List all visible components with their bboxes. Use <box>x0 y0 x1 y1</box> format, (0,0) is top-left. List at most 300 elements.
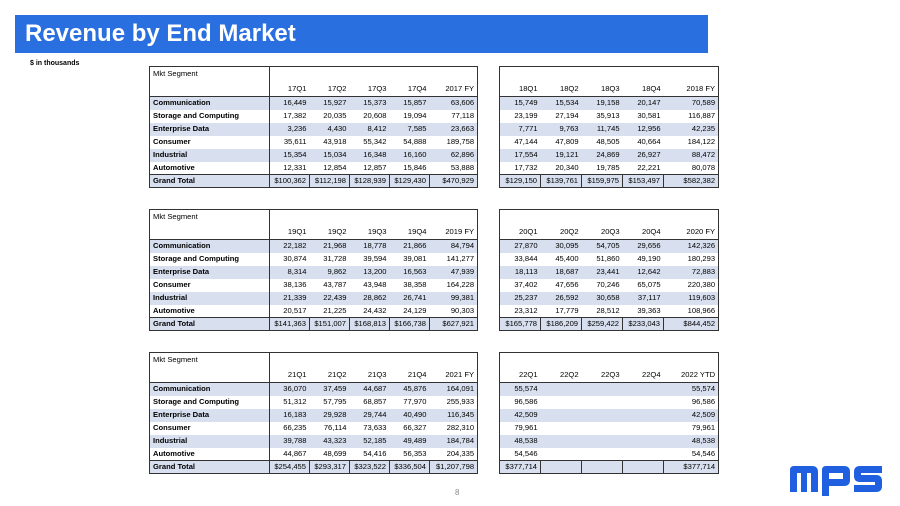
value-cell: 36,070 <box>270 383 310 396</box>
value-cell: 184,122 <box>664 136 719 149</box>
value-cell: 116,887 <box>664 110 719 123</box>
value-cell: 62,896 <box>430 149 478 162</box>
segment-label: Consumer <box>150 279 270 292</box>
value-cell <box>541 396 582 409</box>
segment-label: Communication <box>150 97 270 110</box>
value-cell: 51,860 <box>596 254 620 263</box>
value-cell: $153,497 <box>623 175 664 188</box>
value-cell: 56,353 <box>403 448 427 458</box>
table-gap <box>478 305 500 318</box>
value-cell <box>623 422 664 435</box>
table-row <box>150 123 719 136</box>
value-cell <box>623 448 664 461</box>
value-cell <box>582 448 623 461</box>
period-header: 19Q4 <box>390 225 430 240</box>
value-cell: 22,439 <box>310 292 350 305</box>
value-cell: 44,867 <box>283 448 307 458</box>
segment-label: Communication <box>150 240 270 253</box>
period-header: 21Q1 <box>270 368 310 383</box>
value-cell: $129,150 <box>500 175 541 188</box>
table-gap <box>478 210 500 225</box>
table-gap <box>478 353 500 368</box>
header-blank-right <box>500 67 719 82</box>
value-cell: 3,236 <box>270 123 310 136</box>
period-header: 17Q1 <box>270 82 310 97</box>
value-cell <box>541 435 582 448</box>
value-cell: 17,732 <box>500 162 541 175</box>
table-gap <box>478 253 500 266</box>
table-row <box>150 448 719 461</box>
value-cell: 38,358 <box>403 280 427 289</box>
page-title: Revenue by End Market <box>15 15 708 53</box>
value-cell: $254,455 <box>270 461 310 474</box>
table-gap <box>478 292 500 305</box>
value-cell: 13,200 <box>350 266 390 279</box>
table-gap <box>478 162 500 175</box>
segment-label: Storage and Computing <box>150 110 270 123</box>
value-cell: $627,921 <box>430 318 478 331</box>
value-cell: 66,235 <box>283 423 307 432</box>
period-header: 2020 FY <box>664 225 719 240</box>
value-cell: 79,961 <box>500 422 541 435</box>
value-cell: 44,687 <box>350 383 390 396</box>
value-cell: $151,007 <box>310 318 350 331</box>
period-header: 19Q2 <box>310 225 350 240</box>
table-row <box>150 253 719 266</box>
header-blank <box>150 225 270 240</box>
value-cell: 88,472 <box>664 149 719 162</box>
value-cell: 28,512 <box>596 305 620 315</box>
value-cell: 12,854 <box>323 162 347 172</box>
value-cell <box>623 435 664 448</box>
value-cell: 21,866 <box>390 240 430 253</box>
page-number: 8 <box>455 488 460 497</box>
value-cell: 16,348 <box>350 149 390 162</box>
table-row <box>150 240 719 253</box>
segment-label: Storage and Computing <box>150 253 270 266</box>
value-cell: $186,209 <box>541 318 582 331</box>
value-cell: 54,546 <box>664 448 719 461</box>
value-cell: $377,714 <box>664 461 719 474</box>
value-cell: 33,844 <box>500 253 541 266</box>
value-cell: 43,787 <box>323 280 347 289</box>
value-cell: 255,933 <box>430 396 478 409</box>
value-cell: 21,339 <box>270 292 310 305</box>
value-cell: 24,869 <box>582 149 623 162</box>
value-cell <box>623 461 664 474</box>
period-header: 18Q3 <box>582 82 623 97</box>
period-header: 22Q2 <box>541 368 582 383</box>
segment-table-2 <box>149 209 719 331</box>
value-cell: $844,452 <box>664 318 719 331</box>
value-cell <box>582 461 623 474</box>
segment-header: Mkt Segment <box>150 67 270 82</box>
period-header: 19Q1 <box>270 225 310 240</box>
segment-label: Automotive <box>150 305 270 318</box>
value-cell: 26,592 <box>541 292 582 305</box>
segment-label: Industrial <box>150 435 270 448</box>
table-gap <box>478 110 500 123</box>
value-cell: 23,441 <box>582 266 623 279</box>
value-cell: $233,043 <box>623 318 664 331</box>
value-cell: 52,185 <box>350 435 390 448</box>
value-cell: 53,888 <box>430 162 478 175</box>
header-blank-left <box>270 67 478 82</box>
value-cell: 48,699 <box>323 448 347 458</box>
value-cell: $582,382 <box>664 175 719 188</box>
table-row <box>150 97 719 110</box>
segment-label: Automotive <box>150 162 270 175</box>
value-cell: 8,314 <box>270 266 310 279</box>
value-cell <box>623 409 664 422</box>
value-cell: 77,970 <box>403 397 427 406</box>
value-cell: 15,749 <box>500 97 541 110</box>
value-cell: $323,522 <box>350 461 390 474</box>
value-cell: 12,331 <box>283 162 307 172</box>
header-blank-right <box>500 210 719 225</box>
value-cell: 49,190 <box>637 254 661 263</box>
value-cell: 47,144 <box>500 136 541 149</box>
value-cell: $259,422 <box>582 318 623 331</box>
segment-label: Enterprise Data <box>150 123 270 136</box>
header-blank-left <box>270 353 478 368</box>
grand-total-row <box>150 461 719 474</box>
value-cell: 108,966 <box>664 305 719 318</box>
value-cell: 70,246 <box>596 280 620 289</box>
period-header: 22Q3 <box>582 368 623 383</box>
value-cell: 96,586 <box>500 396 541 409</box>
value-cell: 21,968 <box>310 240 350 253</box>
value-cell: 26,927 <box>623 149 664 162</box>
value-cell: 27,870 <box>500 240 541 253</box>
value-cell: 43,948 <box>363 280 387 289</box>
table-gap <box>478 435 500 448</box>
value-cell: 16,183 <box>270 409 310 422</box>
value-cell: $470,929 <box>430 175 478 188</box>
value-cell: 55,574 <box>500 383 541 396</box>
table-gap <box>478 97 500 110</box>
value-cell: 28,862 <box>350 292 390 305</box>
value-cell: 40,490 <box>390 409 430 422</box>
table-row <box>150 409 719 422</box>
period-header: 17Q4 <box>390 82 430 97</box>
table-header-top <box>150 210 719 225</box>
period-header: 2021 FY <box>430 368 478 383</box>
value-cell: 16,449 <box>270 97 310 110</box>
table-gap <box>478 422 500 435</box>
segment-label: Consumer <box>150 136 270 149</box>
value-cell: 27,194 <box>555 111 579 120</box>
value-cell: 11,745 <box>582 123 623 136</box>
value-cell: 35,913 <box>596 111 620 120</box>
value-cell: $166,738 <box>390 318 430 331</box>
table-row <box>150 136 719 149</box>
segment-header: Mkt Segment <box>150 353 270 368</box>
value-cell: 30,095 <box>541 240 582 253</box>
value-cell: 220,380 <box>664 279 719 292</box>
value-cell: 282,310 <box>430 422 478 435</box>
value-cell: 17,382 <box>283 111 307 120</box>
table-gap <box>478 279 500 292</box>
value-cell: 204,335 <box>430 448 478 461</box>
value-cell <box>582 409 623 422</box>
segment-label: Enterprise Data <box>150 409 270 422</box>
value-cell: 30,658 <box>582 292 623 305</box>
value-cell: 17,554 <box>500 149 541 162</box>
value-cell: $336,504 <box>390 461 430 474</box>
value-cell: $141,363 <box>270 318 310 331</box>
value-cell: 20,517 <box>283 305 307 315</box>
value-cell: 12,956 <box>623 123 664 136</box>
value-cell: 42,235 <box>664 123 719 136</box>
table-gap <box>478 225 500 240</box>
segment-label: Storage and Computing <box>150 396 270 409</box>
table-gap <box>478 318 500 331</box>
value-cell: 47,939 <box>430 266 478 279</box>
value-cell: $128,939 <box>350 175 390 188</box>
value-cell: 54,705 <box>582 240 623 253</box>
value-cell: 29,744 <box>350 409 390 422</box>
value-cell: 19,785 <box>596 162 620 172</box>
value-cell: $129,430 <box>390 175 430 188</box>
value-cell: 76,114 <box>323 423 347 432</box>
segment-table-1 <box>149 66 719 188</box>
value-cell: 37,402 <box>500 279 541 292</box>
table-gap <box>478 461 500 474</box>
value-cell: 142,326 <box>664 240 719 253</box>
value-cell: 7,585 <box>390 123 430 136</box>
period-header: 2017 FY <box>430 82 478 97</box>
value-cell <box>541 422 582 435</box>
table-header-top <box>150 353 719 368</box>
value-cell: 15,373 <box>350 97 390 110</box>
value-cell: 21,225 <box>323 305 347 315</box>
units-note: $ in thousands <box>30 60 80 67</box>
value-cell: 15,534 <box>541 97 582 110</box>
segment-label: Communication <box>150 383 270 396</box>
value-cell: 55,574 <box>664 383 719 396</box>
value-cell: 29,928 <box>310 409 350 422</box>
value-cell: 57,795 <box>323 397 347 406</box>
table-row <box>150 305 719 318</box>
period-header: 20Q2 <box>541 225 582 240</box>
value-cell: 35,611 <box>283 137 307 146</box>
value-cell: 39,788 <box>270 435 310 448</box>
value-cell: 39,363 <box>637 305 661 315</box>
table-row <box>150 162 719 175</box>
table-gap <box>478 368 500 383</box>
value-cell: 20,147 <box>623 97 664 110</box>
value-cell <box>582 435 623 448</box>
segment-label: Consumer <box>150 422 270 435</box>
value-cell: $165,778 <box>500 318 541 331</box>
value-cell: 15,846 <box>403 162 427 172</box>
segment-label: Industrial <box>150 149 270 162</box>
value-cell: $293,317 <box>310 461 350 474</box>
value-cell: $377,714 <box>500 461 541 474</box>
grand-total-row <box>150 175 719 188</box>
value-cell <box>582 383 623 396</box>
value-cell: 45,400 <box>555 254 579 263</box>
value-cell: 68,857 <box>363 397 387 406</box>
value-cell: 42,509 <box>500 409 541 422</box>
segment-header: Mkt Segment <box>150 210 270 225</box>
value-cell: 31,728 <box>323 254 347 263</box>
table-row <box>150 292 719 305</box>
grand-total-row <box>150 318 719 331</box>
value-cell: 24,129 <box>403 305 427 315</box>
value-cell: 19,121 <box>541 149 582 162</box>
table-gap <box>478 149 500 162</box>
value-cell: 180,293 <box>664 253 719 266</box>
period-header: 21Q2 <box>310 368 350 383</box>
value-cell: 72,883 <box>664 266 719 279</box>
value-cell: 84,794 <box>430 240 478 253</box>
period-header: 2019 FY <box>430 225 478 240</box>
value-cell: 43,918 <box>323 137 347 146</box>
value-cell: 20,035 <box>323 111 347 120</box>
segment-label: Enterprise Data <box>150 266 270 279</box>
value-cell: 54,416 <box>363 448 387 458</box>
value-cell: $1,207,798 <box>430 461 478 474</box>
table-gap <box>478 409 500 422</box>
period-header: 18Q2 <box>541 82 582 97</box>
value-cell <box>541 383 582 396</box>
value-cell: 19,094 <box>403 111 427 120</box>
value-cell: 9,862 <box>310 266 350 279</box>
value-cell: 40,664 <box>637 137 661 146</box>
value-cell: 39,081 <box>403 254 427 263</box>
value-cell: 54,546 <box>500 448 541 461</box>
period-header: 18Q1 <box>500 82 541 97</box>
value-cell: $159,975 <box>582 175 623 188</box>
value-cell: 15,857 <box>390 97 430 110</box>
table-row <box>150 435 719 448</box>
value-cell: 63,606 <box>430 97 478 110</box>
header-blank <box>150 368 270 383</box>
period-header: 20Q3 <box>582 225 623 240</box>
value-cell: 30,874 <box>283 254 307 263</box>
header-blank <box>150 82 270 97</box>
value-cell: 9,763 <box>541 123 582 136</box>
value-cell: 8,412 <box>350 123 390 136</box>
segment-label: Grand Total <box>150 318 270 331</box>
table-row <box>150 266 719 279</box>
value-cell: 22,182 <box>270 240 310 253</box>
table-gap <box>478 383 500 396</box>
value-cell: 141,277 <box>430 253 478 266</box>
value-cell: 47,656 <box>555 280 579 289</box>
period-header: 20Q4 <box>623 225 664 240</box>
period-header-row <box>150 368 719 383</box>
value-cell: 184,784 <box>430 435 478 448</box>
value-cell: 17,779 <box>555 305 579 315</box>
value-cell <box>623 396 664 409</box>
value-cell: 15,927 <box>310 97 350 110</box>
value-cell: 99,381 <box>430 292 478 305</box>
value-cell: 23,199 <box>500 110 541 123</box>
segment-label: Grand Total <box>150 175 270 188</box>
value-cell: 20,340 <box>555 162 579 172</box>
table-gap <box>478 266 500 279</box>
value-cell <box>623 383 664 396</box>
value-cell: 189,758 <box>430 136 478 149</box>
value-cell: 54,888 <box>403 137 427 146</box>
value-cell: 22,221 <box>637 162 661 172</box>
value-cell: 80,078 <box>664 162 719 175</box>
value-cell: 96,586 <box>664 396 719 409</box>
table-gap <box>478 123 500 136</box>
value-cell: 65,075 <box>637 280 661 289</box>
value-cell: 29,656 <box>623 240 664 253</box>
table-gap <box>478 136 500 149</box>
segment-label: Grand Total <box>150 461 270 474</box>
period-header: 17Q3 <box>350 82 390 97</box>
value-cell: 116,345 <box>430 409 478 422</box>
value-cell: 26,741 <box>390 292 430 305</box>
value-cell: 90,303 <box>430 305 478 318</box>
value-cell: 39,594 <box>363 254 387 263</box>
table-gap <box>478 396 500 409</box>
table-row <box>150 396 719 409</box>
value-cell <box>541 461 582 474</box>
value-cell: 48,538 <box>664 435 719 448</box>
value-cell: 38,136 <box>283 280 307 289</box>
value-cell: $139,761 <box>541 175 582 188</box>
period-header: 20Q1 <box>500 225 541 240</box>
period-header: 21Q4 <box>390 368 430 383</box>
value-cell: 18,687 <box>541 266 582 279</box>
period-header: 2022 YTD <box>664 368 719 383</box>
value-cell: 4,430 <box>310 123 350 136</box>
value-cell: 43,323 <box>310 435 350 448</box>
value-cell: 49,489 <box>390 435 430 448</box>
mps-logo <box>788 462 884 496</box>
value-cell: 18,778 <box>350 240 390 253</box>
value-cell: 23,312 <box>500 305 541 318</box>
value-cell: 119,603 <box>664 292 719 305</box>
table-row <box>150 279 719 292</box>
value-cell: 20,608 <box>363 111 387 120</box>
value-cell: 25,237 <box>500 292 541 305</box>
value-cell: 16,160 <box>390 149 430 162</box>
value-cell: 45,876 <box>390 383 430 396</box>
value-cell <box>582 422 623 435</box>
segment-table-3 <box>149 352 719 474</box>
table-row <box>150 149 719 162</box>
value-cell: $100,362 <box>270 175 310 188</box>
period-header: 19Q3 <box>350 225 390 240</box>
period-header: 18Q4 <box>623 82 664 97</box>
value-cell: 164,228 <box>430 279 478 292</box>
value-cell: 18,113 <box>500 266 541 279</box>
header-blank-left <box>270 210 478 225</box>
value-cell: 42,509 <box>664 409 719 422</box>
value-cell: 12,642 <box>623 266 664 279</box>
value-cell: 48,538 <box>500 435 541 448</box>
value-cell: 15,034 <box>310 149 350 162</box>
period-header-row <box>150 225 719 240</box>
period-header: 22Q1 <box>500 368 541 383</box>
value-cell: 23,663 <box>430 123 478 136</box>
table-row <box>150 110 719 123</box>
table-gap <box>478 67 500 82</box>
period-header: 2018 FY <box>664 82 719 97</box>
segment-label: Industrial <box>150 292 270 305</box>
value-cell: $168,813 <box>350 318 390 331</box>
value-cell: 47,809 <box>555 137 579 146</box>
period-header: 17Q2 <box>310 82 350 97</box>
